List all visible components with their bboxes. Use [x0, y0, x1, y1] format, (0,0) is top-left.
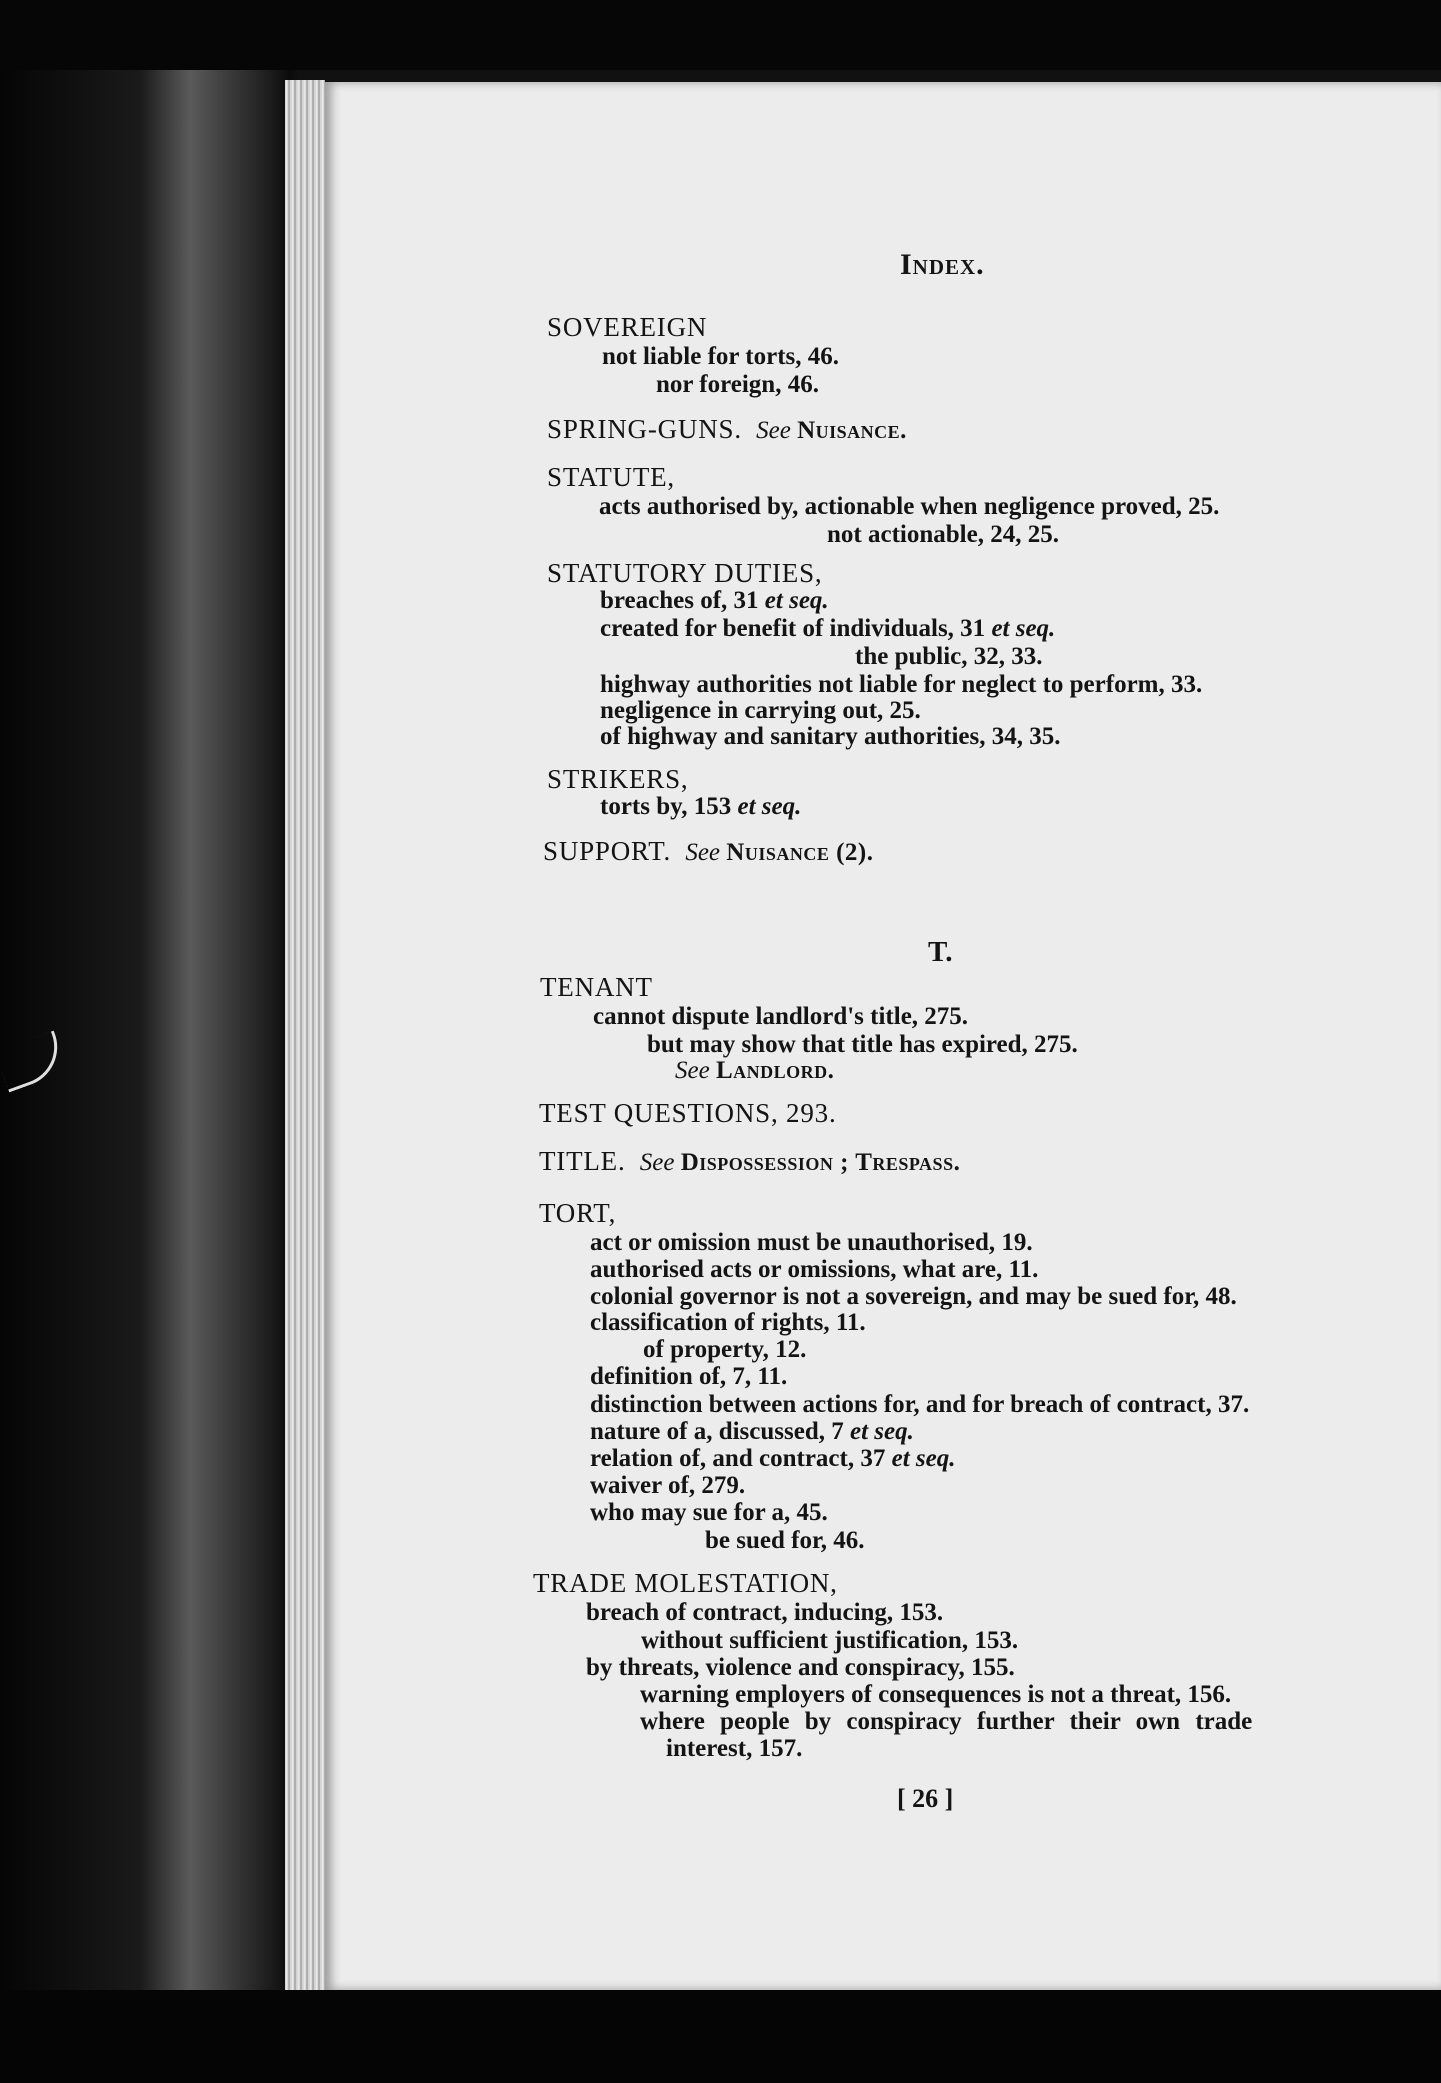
headword-test-questions: TEST QUESTIONS, 293. [539, 1098, 837, 1128]
index-subentry: be sued for, 46. [705, 1527, 865, 1554]
scan-bottom-border [0, 1990, 1441, 2083]
index-subentry [600, 616, 1055, 641]
entry-text: breaches of, 31 [600, 587, 759, 614]
index-subentry: not actionable, 24, 25. [827, 521, 1059, 548]
headword-support [543, 838, 874, 865]
index-subentry: the public, 32, 33. [855, 643, 1043, 670]
index-subentry: of highway and sanitary authorities, 34, 35. [600, 723, 1061, 750]
headword-spring-guns [547, 416, 907, 443]
index-subentry [675, 1058, 834, 1083]
entry-italic: et seq. [850, 1418, 914, 1445]
index-subentry: cannot dispute landlord's title, 275. [593, 1003, 969, 1030]
index-subentry: distinction between actions for, and for breach of contract, 37. [590, 1391, 1250, 1418]
index-subentry: by threats, violence and conspiracy, 155. [586, 1654, 1015, 1681]
index-subentry: who may sue for a, 45. [590, 1499, 828, 1526]
headword-sovereign: SOVEREIGN [547, 312, 708, 342]
index-subentry [590, 1446, 955, 1471]
index-subentry: breach of contract, inducing, 153. [586, 1599, 944, 1626]
book-page-edges [285, 80, 325, 1990]
page-number: [ 26 ] [897, 1784, 954, 1813]
index-subentry: not liable for torts, 46. [602, 343, 840, 370]
index-subentry: but may show that title has expired, 275. [647, 1031, 1078, 1058]
index-subentry: acts authorised by, actionable when negligence proved, 25. [599, 493, 1220, 520]
index-subentry: waiver of, 279. [590, 1472, 746, 1499]
see-label: See [756, 417, 791, 444]
index-subentry [590, 1419, 914, 1444]
cross-reference: Landlord. [715, 1057, 835, 1084]
entry-text: relation of, and contract, 37 [590, 1445, 886, 1472]
entry-italic: et seq. [991, 615, 1056, 642]
index-subentry: without sufficient justification, 153. [641, 1627, 1019, 1654]
index-subentry: act or omission must be unauthorised, 19. [590, 1229, 1033, 1256]
index-subentry: where people by conspiracy further their own trade [640, 1708, 1253, 1735]
section-letter: T. [928, 936, 953, 968]
headword-tenant: TENANT [540, 972, 653, 1002]
headword-strikers: STRIKERS, [547, 764, 689, 794]
index-subentry: classification of rights, 11. [590, 1309, 866, 1336]
index-subentry: highway authorities not liable for neglect to perform, 33. [600, 671, 1203, 698]
see-label: See [685, 839, 721, 866]
headword-statute: STATUTE, [547, 462, 675, 492]
index-subentry: authorised acts or omissions, what are, 11. [590, 1256, 1039, 1283]
headword-title [539, 1148, 960, 1175]
page-title: Index. [900, 248, 985, 281]
index-subentry: definition of, 7, 11. [590, 1363, 788, 1390]
index-subentry: interest, 157. [666, 1735, 803, 1762]
entry-text: nature of a, discussed, 7 [590, 1418, 844, 1445]
index-subentry: of property, 12. [643, 1336, 807, 1363]
headword-trade-molestation: TRADE MOLESTATION, [533, 1568, 838, 1598]
headword-label: SPRING-GUNS. [547, 414, 742, 444]
cross-reference: Dispossession ; Trespass. [680, 1149, 961, 1176]
headword-tort: TORT, [539, 1198, 617, 1228]
see-label: See [675, 1057, 710, 1084]
entry-italic: et seq. [737, 793, 802, 820]
entry-text: created for benefit of individuals, 31 [600, 615, 986, 642]
cross-reference: Nuisance. [797, 417, 907, 444]
headword-label: TITLE. [539, 1146, 626, 1176]
entry-italic: et seq. [764, 587, 829, 614]
index-subentry: negligence in carrying out, 25. [600, 697, 921, 724]
index-subentry: colonial governor is not a sovereign, and may be sued for, 48. [590, 1283, 1237, 1310]
headword-label: SUPPORT. [543, 836, 672, 866]
see-label: See [639, 1149, 675, 1176]
headword-statutory-duties: STATUTORY DUTIES, [547, 558, 823, 588]
index-subentry: warning employers of consequences is not a threat, 156. [640, 1681, 1232, 1708]
index-subentry [600, 794, 801, 819]
index-subentry: nor foreign, 46. [656, 371, 819, 398]
index-page [325, 82, 1441, 1990]
entry-text: torts by, 153 [600, 793, 732, 820]
cross-reference: Nuisance (2). [726, 839, 874, 866]
index-subentry [600, 588, 829, 613]
entry-italic: et seq. [891, 1445, 956, 1472]
scan-top-border [0, 0, 1441, 70]
